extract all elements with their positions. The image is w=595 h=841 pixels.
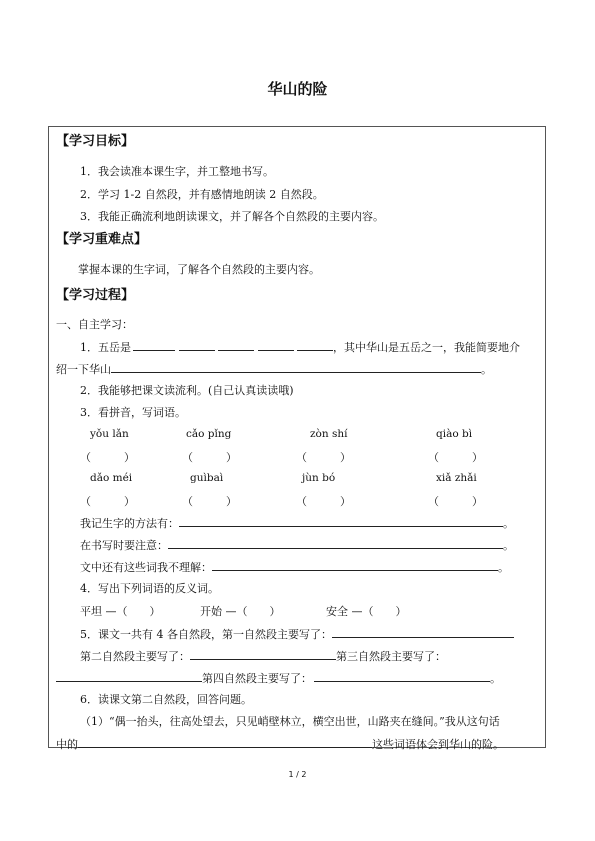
process-heading: 【学习过程】: [56, 288, 135, 303]
blank[interactable]: [314, 671, 490, 682]
page-number: 1 / 2: [288, 770, 307, 779]
question-6-1-cont: [56, 737, 504, 752]
question-6: 6．读课文第二自然段，回答问题。: [80, 693, 252, 706]
para-4-label: 第四自然段主要写了：: [202, 672, 312, 685]
question-5-para-4: [56, 671, 501, 686]
period: 。: [481, 363, 492, 376]
goal-1: 1．我会读准本课生字，并工整地书写。: [80, 165, 274, 178]
answer-box-7[interactable]: （ ）: [296, 495, 351, 508]
blank[interactable]: [168, 538, 503, 549]
antonym-3: 安全 —（ ）: [326, 605, 407, 618]
para-2-label: 第二自然段主要写了：: [80, 650, 190, 663]
blank[interactable]: [297, 340, 333, 351]
blank[interactable]: [179, 516, 503, 527]
note-line: [80, 538, 514, 553]
question-4: 4．写出下列词语的反义词。: [80, 582, 219, 595]
self-study-label: 一、自主学习：: [56, 318, 133, 331]
question-6-suffix: 这些词语体会到华山的险。: [372, 738, 504, 751]
answer-box-3[interactable]: （ ）: [296, 451, 351, 464]
period: 。: [503, 539, 514, 552]
blank[interactable]: [190, 649, 336, 660]
blank[interactable]: [133, 340, 175, 351]
question-1-prefix: 1．五岳是: [80, 341, 131, 354]
period: 。: [498, 561, 509, 574]
answer-box-4[interactable]: （ ）: [428, 451, 483, 464]
pinyin-6: guìbaì: [190, 472, 224, 484]
pinyin-3: zòn shí: [310, 428, 348, 440]
pinyin-1: yǒu lǎn: [90, 428, 129, 440]
page-title: 华山的险: [267, 80, 328, 98]
blank[interactable]: [332, 627, 514, 638]
focus-heading: 【学习重难点】: [56, 232, 148, 247]
pinyin-4: qiào bì: [436, 428, 473, 440]
question-1-cont: [56, 362, 492, 377]
question-1-middle: ，其中华山是五岳之一，我能简要地介: [333, 341, 520, 354]
blank[interactable]: [218, 340, 254, 351]
focus-text: 掌握本课的生字词，了解各个自然段的主要内容。: [78, 263, 320, 276]
pinyin-7: jùn bó: [302, 472, 336, 484]
method-label: 我记生字的方法有：: [80, 517, 179, 530]
method-line: [80, 516, 514, 531]
para-3-label: 第三自然段主要写了：: [336, 650, 446, 663]
question-5-line: [80, 627, 514, 642]
answer-box-6[interactable]: （ ）: [182, 495, 237, 508]
blank[interactable]: [78, 737, 372, 748]
unknown-words-line: [80, 560, 509, 575]
goal-2: 2．学习 1-2 自然段，并有感情地朗读 2 自然段。: [80, 188, 324, 201]
question-1-line: [80, 340, 520, 355]
answer-box-5[interactable]: （ ）: [80, 495, 135, 508]
antonym-2: 开始 —（ ）: [200, 605, 281, 618]
goal-3: 3．我能正确流利地朗读课文，并了解各个自然段的主要内容。: [80, 210, 384, 223]
question-2: 2．我能够把课文读流利。(自己认真读读哦): [80, 384, 294, 397]
question-1-suffix: 绍一下华山: [56, 363, 111, 376]
pinyin-5: dǎo méi: [90, 472, 133, 484]
blank[interactable]: [258, 340, 294, 351]
question-5-prefix: 5．课文一共有 4 各自然段，第一自然段主要写了：: [80, 628, 332, 641]
period: 。: [490, 672, 501, 685]
answer-box-1[interactable]: （ ）: [80, 451, 135, 464]
question-3: 3．看拼音，写词语。: [80, 406, 186, 419]
unknown-words-label: 文中还有这些词我不理解：: [80, 561, 212, 574]
blank[interactable]: [179, 340, 215, 351]
answer-box-8[interactable]: （ ）: [428, 495, 483, 508]
question-6-prefix: 中的: [56, 738, 78, 751]
blank[interactable]: [111, 362, 481, 373]
note-label: 在书写时要注意：: [80, 539, 168, 552]
period: 。: [503, 517, 514, 530]
blank[interactable]: [212, 560, 498, 571]
question-6-1: （1）“偶一抬头，往高处望去，只见峭壁林立，横空出世，山路夹在缝间。”我从这句话: [80, 715, 500, 728]
pinyin-2: cǎo pǐng: [186, 428, 232, 440]
pinyin-8: xiǎ zhǎi: [436, 472, 477, 484]
antonym-1: 平坦 —（ ）: [80, 605, 161, 618]
goals-heading: 【学习目标】: [56, 134, 135, 149]
answer-box-2[interactable]: （ ）: [182, 451, 237, 464]
blank[interactable]: [56, 671, 202, 682]
question-5-para-2-3: [80, 649, 446, 664]
